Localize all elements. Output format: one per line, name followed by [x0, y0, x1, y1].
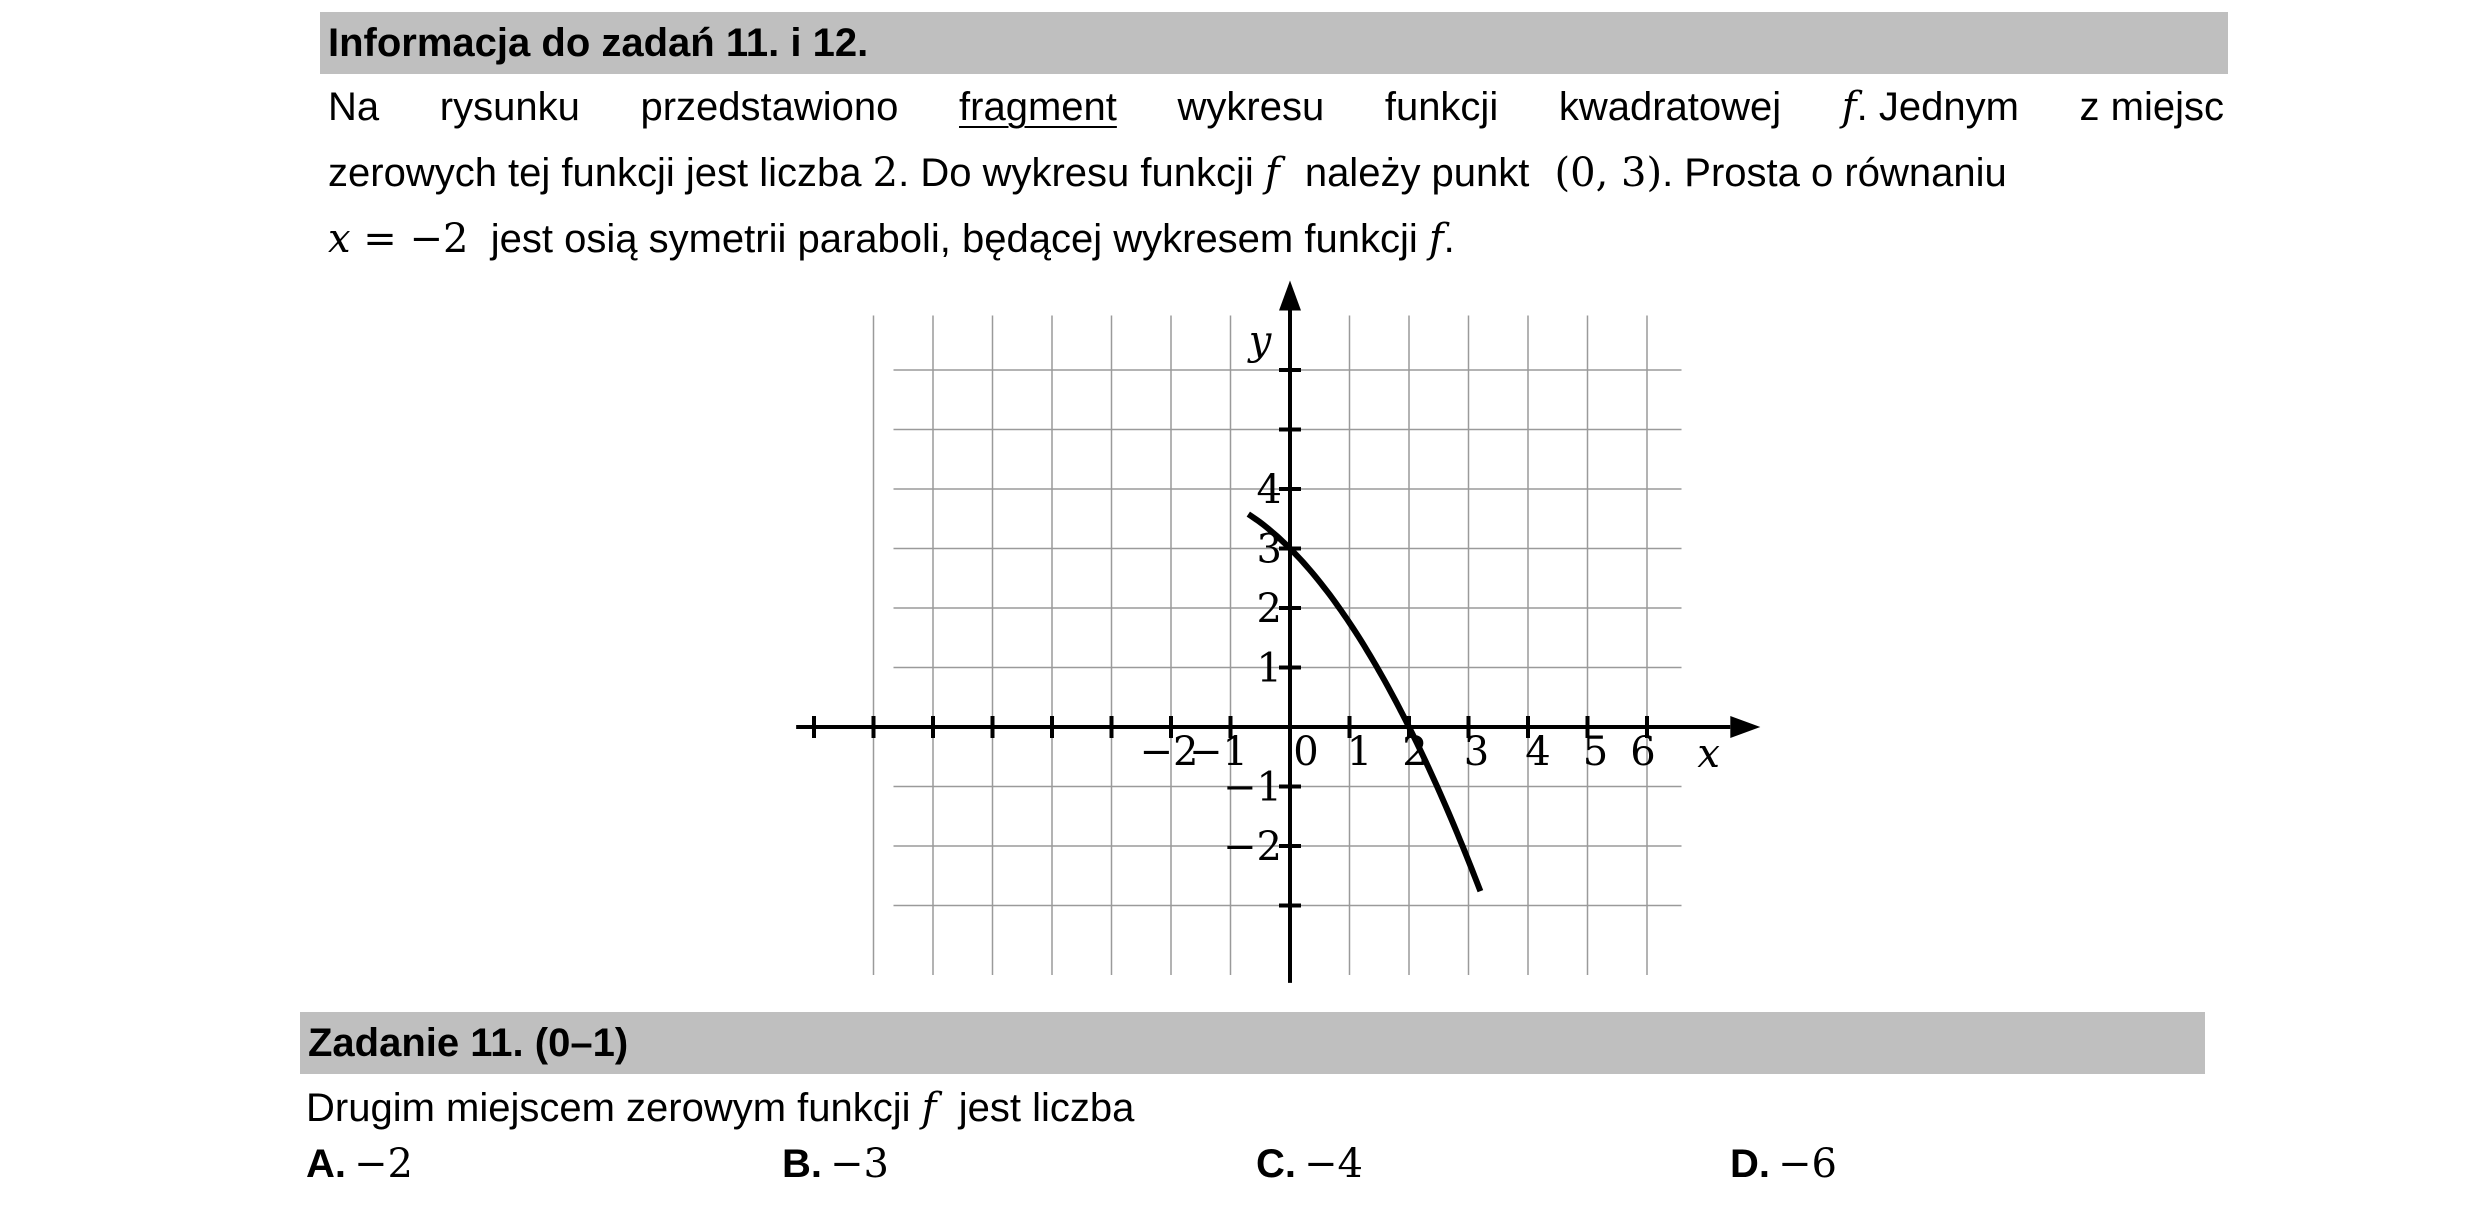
underlined-word: fragment — [959, 85, 1117, 129]
y-tick-label: −2 — [1223, 824, 1282, 870]
math-x: x — [328, 216, 351, 262]
word: wykresu — [1177, 85, 1325, 129]
x-tick-label: 2 — [1402, 729, 1428, 775]
word: funkcji — [1384, 85, 1499, 129]
y-axis-label: y — [1248, 318, 1272, 365]
word: kwadratowej — [1558, 85, 1782, 129]
answer-letter: C. — [1256, 1142, 1296, 1186]
math-point: (0, 3) — [1554, 150, 1663, 196]
y-axis-arrow — [1279, 281, 1301, 311]
answer-value: −4 — [1304, 1141, 1363, 1187]
math-f: f — [1841, 84, 1857, 130]
text: . Do wykresu funkcji — [898, 151, 1265, 195]
answer-value: −2 — [354, 1141, 413, 1187]
x-tick-label: 3 — [1463, 729, 1490, 775]
parabola-curve — [1248, 514, 1480, 891]
y-tick-label: −1 — [1223, 764, 1282, 811]
x-tick-label: 5 — [1582, 729, 1609, 775]
word: . Jednym — [1856, 85, 2019, 129]
text: należy punkt — [1293, 151, 1541, 195]
question-part: jest liczba — [936, 1086, 1135, 1130]
answer-letter: D. — [1730, 1142, 1770, 1186]
x-tick-label: 4 — [1525, 729, 1551, 775]
x-axis-label: x — [1697, 731, 1720, 777]
word: rysunku — [439, 85, 580, 129]
x-axis-arrow — [1730, 716, 1760, 738]
question-part: Drugim miejscem zerowym funkcji — [306, 1086, 922, 1130]
y-tick-label: 4 — [1256, 467, 1282, 513]
y-tick-label: 3 — [1256, 526, 1282, 573]
text: zerowych tej funkcji jest liczba — [328, 151, 873, 195]
text: jest osią symetrii paraboli, będącej wykresem funkcji — [468, 217, 1429, 261]
answer-d[interactable] — [1730, 1134, 1837, 1194]
y-tick-label: 2 — [1256, 586, 1282, 632]
answer-letter: B. — [782, 1142, 822, 1186]
x-tick-label: 1 — [1346, 729, 1373, 775]
question-text — [306, 1078, 1134, 1138]
y-tick-label: 1 — [1256, 645, 1282, 692]
x-tick-label: −2 — [1139, 729, 1199, 775]
math-equation: = −2 — [350, 216, 469, 262]
math-f: f — [1264, 150, 1280, 196]
answer-letter: A. — [306, 1142, 346, 1186]
x-tick-label: 0 — [1293, 729, 1319, 775]
math-f: f — [1428, 216, 1444, 262]
text: . — [1443, 217, 1455, 261]
text: . Prosta o równaniu — [1662, 151, 2007, 195]
x-tick-label: 6 — [1630, 729, 1656, 775]
task-header: Zadanie 11. (0–1) — [300, 1012, 2205, 1074]
word: przedstawiono — [640, 85, 899, 129]
answer-c[interactable] — [1256, 1134, 1363, 1194]
math-f: f — [921, 1085, 937, 1131]
math-number: 2 — [872, 150, 899, 196]
answer-b[interactable] — [782, 1134, 889, 1194]
answer-value: −3 — [830, 1141, 889, 1187]
answer-value: −6 — [1778, 1141, 1837, 1187]
answer-a[interactable] — [306, 1134, 413, 1194]
word: z miejsc — [2079, 85, 2224, 129]
word: Na — [328, 85, 380, 129]
x-tick-label: −1 — [1189, 729, 1248, 775]
info-header: Informacja do zadań 11. i 12. — [320, 12, 2228, 74]
